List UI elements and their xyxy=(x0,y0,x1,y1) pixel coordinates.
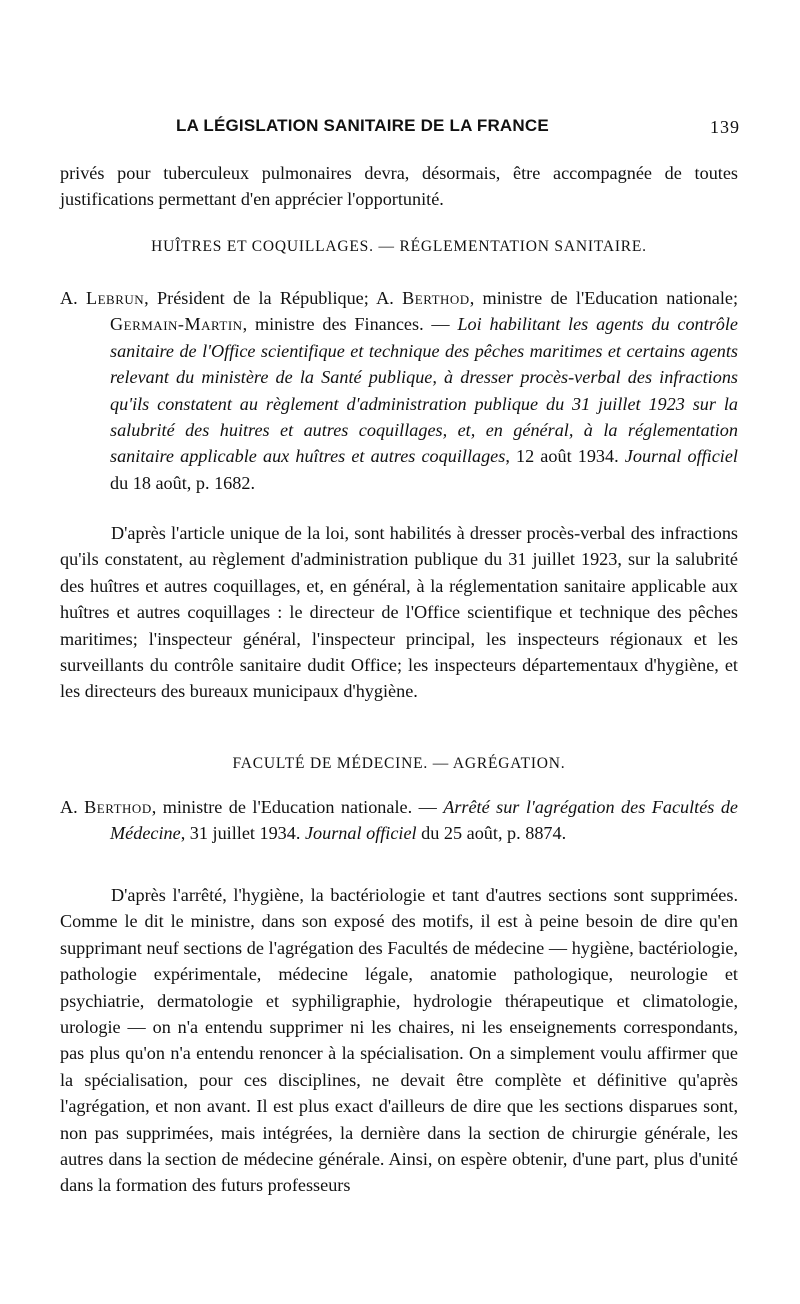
heading-right: RÉGLEMENTATION SANITAIRE. xyxy=(399,238,647,255)
law-title: Loi habilitant les agents du contrôle sanitaire de l'Office scientifique et technique des pêches maritimes et certains agents relevant du ministère de la Santé publique, à dresser procès-verbal des infractions qu'ils constatent au règlement d'administration publique du 31 juillet 1923 sur la salubrité des huitres et autres coquillages, et, en général, à la réglementation sanitaire applicable aux huîtres et autres coquillages xyxy=(110,314,738,467)
arrete-date: , 31 juillet 1934. xyxy=(180,823,305,844)
heading-dash: — xyxy=(432,755,450,772)
section-heading-huitres xyxy=(60,238,738,256)
paragraph-huitres xyxy=(60,520,738,705)
paragraph-faculte-text: D'après l'arrêté, l'hygiène, la bactériologie et tant d'autres sections sont supprimées. Comme le dit le ministre, dans son exposé des motifs, il est à peine besoin de dire qu'en supprimant neuf sections de l'agrégation des Facultés de médecine — hygiène, bactériologie, pathologie expérimentale, médecine légale, anatomie pathologique, neurologie et psychiatrie, dermatologie et syphiligraphie, hydrologie thérapeutique et climatologie, urologie — on n'a entendu supprimer ni les chaires, ni les enseignements correspondants, pas plus qu'on n'a entendu renoncer à la spécialisation. On a simplement voulu affirmer que la spécialisation, pour ces disciplines, ne devait être complète et définitive qu'après l'agrégation, et non avant. Il est plus exact d'ailleurs de dire que les sections disparues sont, non pas supprimées, mais intégrées, la dernière dans la section de chirurgie générale, les autres dans la section de médecine générale. Ainsi, on espère obtenir, d'une part, plus d'unité dans la formation des futurs professeurs xyxy=(60,885,738,1196)
legal-entry-arrete xyxy=(60,794,738,847)
running-head xyxy=(60,116,740,140)
author-role: , Président de la République; xyxy=(144,288,377,308)
running-title: LA LÉGISLATION SANITAIRE DE LA FRANCE xyxy=(176,116,549,135)
paragraph-huitres-text: D'après l'article unique de la loi, sont habilités à dresser procès-verbal des infractions qu'ils constatent, au règlement d'administration publique du 31 juillet 1923, sur la salubrité des huîtres et autres coquillages, et, en général, à la réglementation sanitaire applicable aux huîtres et autres coquillages : le directeur de l'Office scientifique et technique des pêches maritimes; l'inspecteur général, l'inspecteur principal, les inspecteurs régionaux et les surveillants du contrôle sanitaire dudit Office; les inspecteurs départementaux d'hygiène, et les directeurs des bureaux municipaux d'hygiène. xyxy=(60,523,738,702)
author-name: Lebrun xyxy=(86,288,145,308)
arrete-title: Arrêté sur l'agrégation des Facultés de Médecine xyxy=(110,797,738,844)
journal-ref: du 25 août, p. 8874. xyxy=(416,823,567,844)
continuation-text: privés pour tuberculeux pulmonaires devra, désormais, être accompagnée de toutes justifications permettant d'en apprécier l'opportunité. xyxy=(60,163,738,210)
law-date: , 12 août 1934. xyxy=(505,446,625,467)
continuation-paragraph xyxy=(60,160,738,213)
heading-left: FACULTÉ DE MÉDECINE. xyxy=(232,755,429,772)
minister2-name: Germain-Martin xyxy=(110,314,243,335)
heading-dash: — xyxy=(378,238,395,255)
minister1-initial: A. xyxy=(376,288,394,308)
author-name: Berthod xyxy=(84,797,152,817)
minister1-name: Berthod xyxy=(402,288,470,308)
minister2-role: , ministre des Finances. — xyxy=(242,314,458,335)
journal-ref: du 18 août, p. 1682. xyxy=(110,472,255,493)
legal-entry-loi xyxy=(60,285,738,496)
page-number: 139 xyxy=(710,117,740,137)
paragraph-faculte xyxy=(60,882,738,1199)
author-initial: A. xyxy=(60,797,78,817)
minister1-role: , ministre de l'Education nationale; xyxy=(469,288,739,308)
heading-left: HUÎTRES ET COQUILLAGES. xyxy=(151,238,374,255)
author-initial: A. xyxy=(60,288,78,308)
author-role: , ministre de l'Education nationale. — xyxy=(151,797,444,817)
journal-name: Journal officiel xyxy=(624,446,738,467)
section-heading-faculte xyxy=(60,755,738,773)
heading-right: AGRÉGATION. xyxy=(452,755,566,772)
journal-name: Journal officiel xyxy=(304,823,417,844)
